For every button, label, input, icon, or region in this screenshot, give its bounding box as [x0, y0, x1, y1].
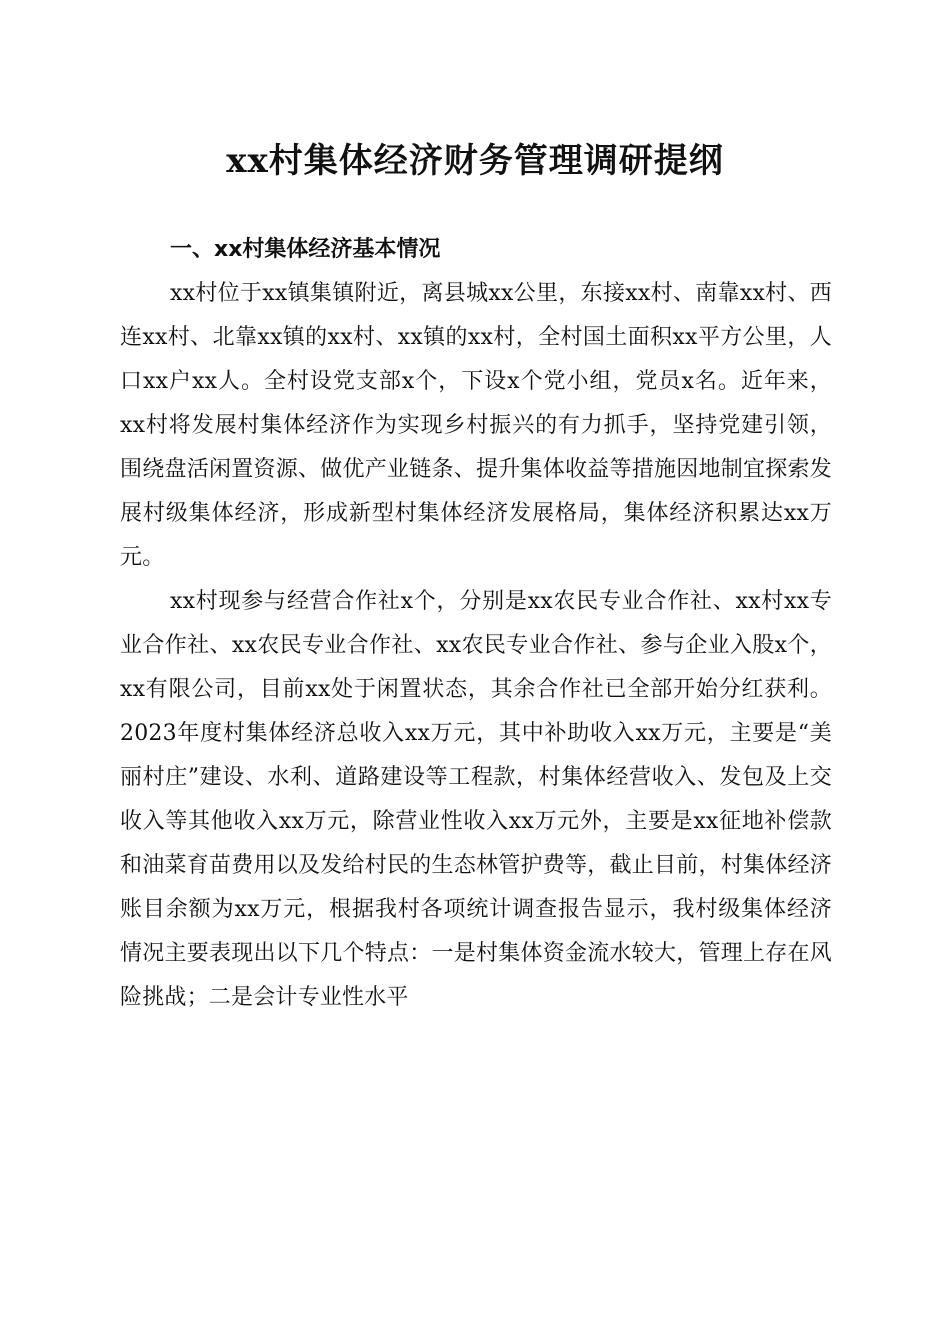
paragraph-cooperatives: xx村现参与经营合作社x个，分别是xx农民专业合作社、xx村xx专业合作社、xx农民专业合作社、xx农民专业合作社、参与企业入股x个，xx有限公司，目前xx处于闲置状态，其余合作社已全部开始分红获利。2023年度村集体经济总收入xx万元，其中补助收入xx万元，主要是“美丽村庄”建设、水利、道路建设等工程款，村集体经营收入、发包及上交收入等其他收入xx万元，除营业性收入xx万元外，主要是xx征地补偿款和油菜育苗费用以及发给村民的生态林管护费等，截止目前，村集体经济账目余额为xx万元，根据我村各项统计调查报告显示，我村级集体经济情况主要表现出以下几个特点：一是村集体资金流水较大，管理上存在风险挑战；二是会计专业性水平 [120, 589, 832, 1010]
document-title: xx村集体经济财务管理调研提纲 [226, 141, 724, 181]
section-heading: 一、xx村集体经济基本情况 [170, 237, 441, 262]
paragraph-basic-info: xx村位于xx镇集镇附近，离县城xx公里，东接xx村、南靠xx村、西连xx村、北靠xx镇的xx村、xx镇的xx村，全村国土面积xx平方公里，人口xx户xx人。全村设党支部x个，下设x个党小组，党员x名。近年来，xx村将发展村集体经济作为实现乡村振兴的有力抓手，坚持党建引领，围绕盘活闲置资源、做优产业链条、提升集体收益等措施因地制宜探索发展村级集体经济，形成新型村集体经济发展格局，集体经济积累达xx万元。 [120, 281, 832, 570]
document-body [120, 228, 832, 1020]
